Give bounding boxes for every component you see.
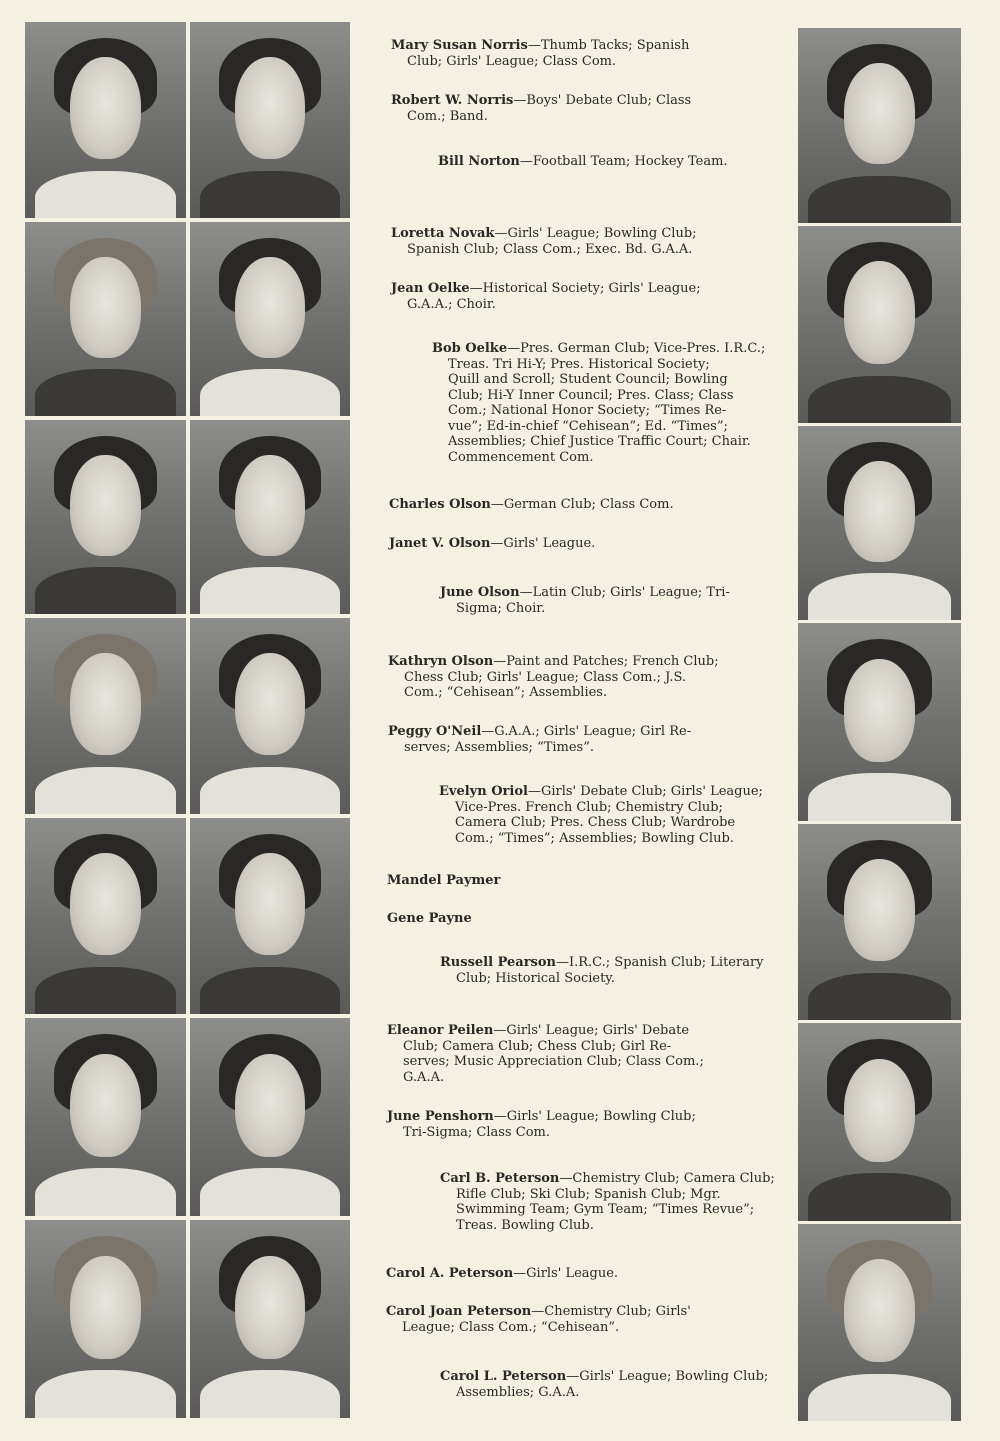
student-name: June Penshorn — [387, 1109, 494, 1124]
portrait-photo — [25, 22, 186, 218]
activities-line: Spanish Club; Class Com.; Exec. Bd. G.A.A. — [407, 241, 693, 257]
portrait-photo — [25, 1018, 186, 1216]
activities-line: Assemblies; G.A.A. — [456, 1384, 580, 1400]
student-name: Robert W. Norris — [391, 93, 514, 108]
student-entry — [387, 1109, 712, 1140]
activities-line: Quill and Scroll; Student Council; Bowling — [448, 372, 728, 387]
activities-line: Tri-Sigma; Class Com. — [403, 1124, 550, 1140]
student-entry — [386, 1266, 711, 1282]
student-entry — [391, 38, 716, 69]
activities-line: Com.; National Honor Society; “Times Re- — [448, 403, 727, 418]
activities-line: —Girls' League; Girls' Debate — [493, 1023, 690, 1038]
student-entry — [440, 1369, 769, 1400]
student-name: Carol A. Peterson — [386, 1266, 514, 1281]
portrait-photo — [798, 426, 961, 620]
student-entry — [432, 341, 766, 465]
activities-line: Rifle Club; Ski Club; Spanish Club; Mgr. — [456, 1186, 721, 1202]
student-name: Carol Joan Peterson — [386, 1304, 532, 1319]
activities-line: —Paint and Patches; French Club; — [493, 654, 719, 669]
portrait-photo — [190, 420, 350, 614]
activities-line: —Girls' League. — [513, 1266, 619, 1281]
activities-line: Chess Club; Girls' League; Class Com.; J.S. — [404, 669, 687, 685]
activities-line: League; Class Com.; “Cehisean”. — [402, 1319, 620, 1335]
portrait-photo — [190, 22, 350, 218]
activities-line: Assemblies; Chief Justice Traffic Court; Chair. — [448, 434, 751, 449]
student-name: Carl B. Peterson — [440, 1171, 560, 1186]
activities-line: serves; Music Appreciation Club; Class Com.; — [403, 1054, 704, 1069]
student-name: June Olson — [440, 585, 520, 600]
student-name: Bill Norton — [438, 154, 520, 169]
student-name: Jean Oelke — [391, 281, 470, 296]
student-entry — [439, 784, 764, 846]
activities-line: Club; Girls' League; Class Com. — [407, 53, 617, 69]
portrait-photo — [798, 623, 961, 821]
portrait-photo — [25, 420, 186, 614]
student-name: Kathryn Olson — [388, 654, 494, 669]
portrait-photo — [25, 1220, 186, 1418]
student-entry — [440, 585, 765, 616]
activities-line: —Chemistry Club; Camera Club; — [559, 1171, 775, 1186]
portrait-photo — [798, 28, 961, 223]
student-name: Loretta Novak — [391, 226, 495, 241]
activities-line: Treas. Tri Hi-Y; Pres. Historical Society; — [448, 356, 710, 372]
activities-line: Commencement Com. — [448, 449, 594, 465]
student-entry — [391, 93, 716, 124]
activities-line: Camera Club; Pres. Chess Club; Wardrobe — [455, 815, 736, 830]
portrait-photo — [190, 618, 350, 814]
activities-line: —Girls' League. — [490, 536, 596, 551]
student-entry — [386, 1304, 711, 1335]
activities-line: vue”; Ed-in-chief “Cehisean”; Ed. “Times”; — [448, 418, 728, 434]
student-name: Evelyn Oriol — [439, 784, 528, 799]
student-entry — [388, 724, 713, 755]
portrait-photo — [25, 818, 186, 1014]
student-name: Janet V. Olson — [389, 536, 491, 551]
activities-line: Club; Historical Society. — [456, 970, 616, 986]
activities-line: Com.; “Cehisean”; Assemblies. — [404, 685, 608, 700]
activities-line: —Historical Society; Girls' League; — [469, 281, 701, 296]
activities-line: —Girls' Debate Club; Girls' League; — [527, 784, 763, 799]
activities-line: —Latin Club; Girls' League; Tri- — [519, 585, 730, 600]
student-entry — [391, 226, 716, 257]
activities-line: —Girls' League; Bowling Club; — [494, 226, 697, 241]
portrait-photo — [190, 1220, 350, 1418]
activities-line: Com.; “Times”; Assemblies; Bowling Club. — [455, 830, 734, 846]
student-name: Russell Pearson — [440, 955, 556, 970]
student-name: Gene Payne — [387, 911, 472, 926]
activities-line: G.A.A.; Choir. — [407, 296, 496, 312]
student-entry — [440, 1171, 775, 1233]
student-entry — [440, 955, 765, 986]
portrait-photo — [25, 618, 186, 814]
activities-line: Sigma; Choir. — [456, 600, 546, 616]
activities-line: —Football Team; Hockey Team. — [519, 154, 728, 169]
portrait-photo — [798, 1023, 961, 1221]
student-entry — [388, 654, 719, 701]
student-entry — [438, 154, 758, 170]
activities-line: —Pres. German Club; Vice-Pres. I.R.C.; — [507, 341, 766, 356]
activities-line: G.A.A. — [403, 1069, 445, 1085]
portrait-photo — [798, 824, 961, 1020]
portrait-photo — [190, 1018, 350, 1216]
student-entry — [389, 497, 714, 513]
student-name: Peggy O'Neil — [388, 724, 482, 739]
activities-line: Vice-Pres. French Club; Chemistry Club; — [455, 799, 723, 815]
activities-line: —Girls' League; Bowling Club; — [566, 1369, 769, 1384]
student-entry — [387, 911, 712, 927]
student-name: Bob Oelke — [432, 341, 508, 356]
student-entry — [389, 536, 714, 552]
activities-line: Club; Hi-Y Inner Council; Pres. Class; Class — [448, 387, 734, 403]
activities-line: —Thumb Tacks; Spanish — [527, 38, 690, 53]
activities-line: Swimming Team; Gym Team; “Times Revue”; — [456, 1202, 755, 1217]
student-name: Carol L. Peterson — [440, 1369, 567, 1384]
activities-line: Club; Camera Club; Chess Club; Girl Re- — [403, 1038, 672, 1054]
activities-line: —Chemistry Club; Girls' — [531, 1304, 691, 1319]
activities-line: —German Club; Class Com. — [490, 497, 674, 512]
student-name: Mary Susan Norris — [391, 38, 528, 53]
student-name: Charles Olson — [389, 497, 491, 512]
activities-line: serves; Assemblies; “Times”. — [404, 739, 595, 755]
portrait-photo — [25, 222, 186, 416]
activities-line: Treas. Bowling Club. — [456, 1217, 594, 1233]
student-entry — [387, 1023, 712, 1085]
portrait-photo — [190, 222, 350, 416]
portrait-photo — [798, 1224, 961, 1421]
activities-line: —Girls' League; Bowling Club; — [493, 1109, 696, 1124]
portrait-photo — [798, 226, 961, 423]
portrait-photo — [190, 818, 350, 1014]
activities-line: —G.A.A.; Girls' League; Girl Re- — [481, 724, 692, 739]
student-name: Eleanor Peilen — [387, 1023, 494, 1038]
student-entry — [391, 281, 716, 312]
activities-line: Com.; Band. — [407, 108, 488, 124]
student-name: Mandel Paymer — [387, 873, 501, 888]
student-entry — [387, 873, 712, 889]
activities-line: —I.R.C.; Spanish Club; Literary — [555, 955, 764, 970]
activities-line: —Boys' Debate Club; Class — [513, 93, 692, 108]
